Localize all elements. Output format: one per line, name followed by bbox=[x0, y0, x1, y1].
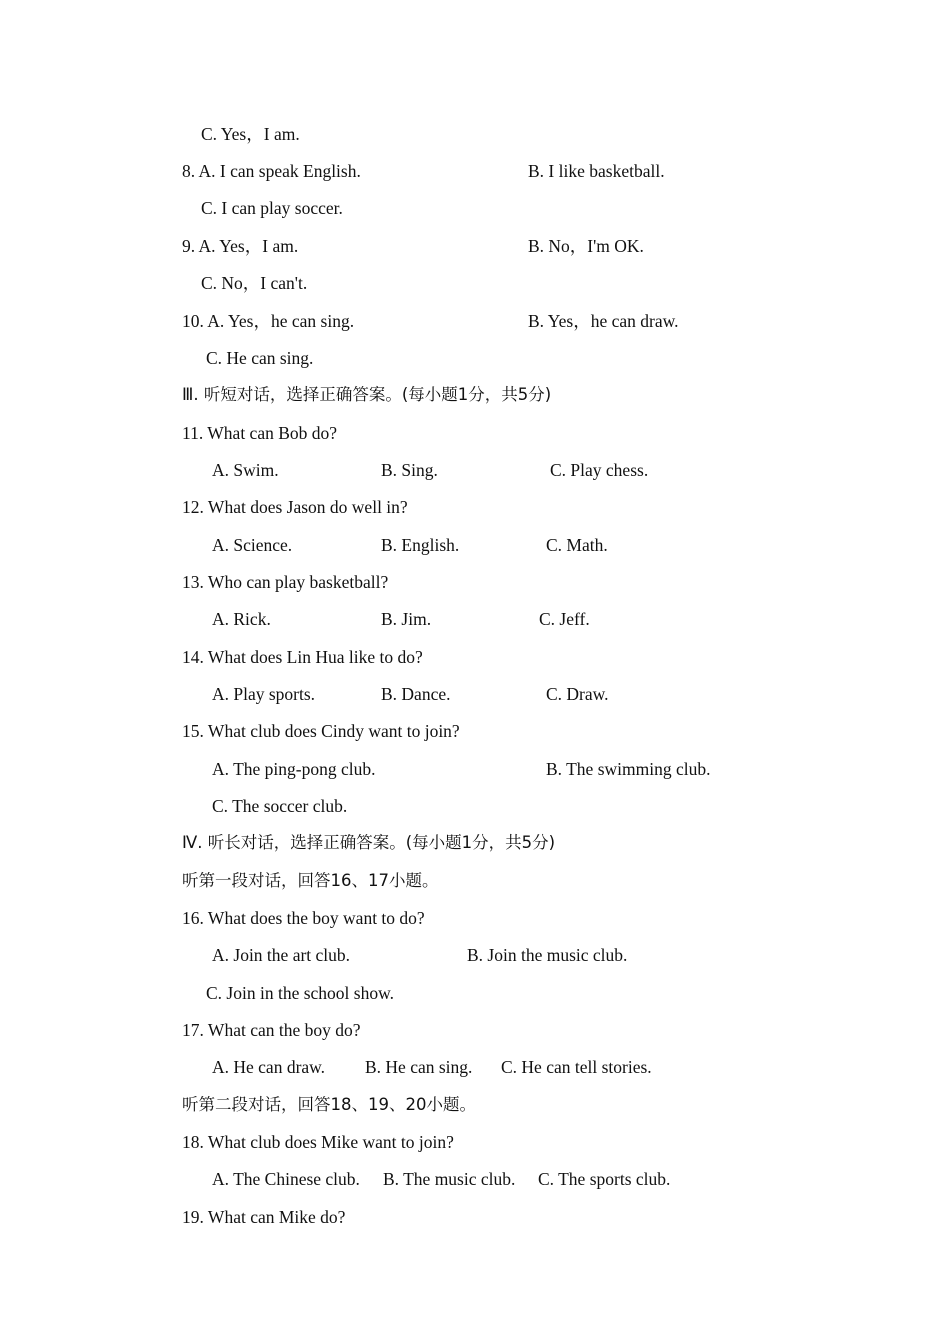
q16-option-b: B. Join the music club. bbox=[467, 945, 628, 965]
q19-question: 19. What can Mike do? bbox=[182, 1207, 346, 1227]
q12-option-c: C. Math. bbox=[546, 535, 608, 555]
q7-option-c: C. Yes，I am. bbox=[201, 124, 300, 144]
q8-option-c: C. I can play soccer. bbox=[201, 198, 343, 218]
q14-option-c: C. Draw. bbox=[546, 684, 609, 704]
q13-option-a: A. Rick. bbox=[212, 609, 271, 629]
q18-option-b: B. The music club. bbox=[383, 1169, 516, 1189]
q13-option-b: B. Jim. bbox=[381, 609, 432, 629]
q14-option-b: B. Dance. bbox=[381, 684, 451, 704]
q15-option-c: C. The soccer club. bbox=[212, 796, 348, 816]
q16-question: 16. What does the boy want to do? bbox=[182, 908, 425, 928]
section-4-part-1-instruction: 听第一段对话，回答16、17小题。 bbox=[182, 871, 439, 890]
q16-option-a: A. Join the art club. bbox=[212, 945, 351, 965]
q11-question: 11. What can Bob do? bbox=[182, 423, 338, 443]
section-3-heading: Ⅲ. 听短对话，选择正确答案。(每小题1分，共5分) bbox=[182, 385, 552, 404]
q17-option-a: A. He can draw. bbox=[212, 1057, 326, 1077]
q12-question: 12. What does Jason do well in? bbox=[182, 497, 408, 517]
q11-option-a: A. Swim. bbox=[212, 460, 279, 480]
q8-option-a: 8. A. I can speak English. bbox=[182, 161, 361, 181]
q12-option-b: B. English. bbox=[381, 535, 460, 555]
q17-option-b: B. He can sing. bbox=[365, 1057, 473, 1077]
q9-option-c: C. No，I can't. bbox=[201, 273, 308, 293]
q11-option-c: C. Play chess. bbox=[550, 460, 649, 480]
q9-option-b: B. No，I'm OK. bbox=[528, 236, 644, 256]
q18-question: 18. What club does Mike want to join? bbox=[182, 1132, 454, 1152]
q14-question: 14. What does Lin Hua like to do? bbox=[182, 647, 423, 667]
q13-option-c: C. Jeff. bbox=[539, 609, 590, 629]
section-4-heading: Ⅳ. 听长对话，选择正确答案。(每小题1分，共5分) bbox=[182, 833, 556, 852]
q15-question: 15. What club does Cindy want to join? bbox=[182, 721, 460, 741]
q10-option-c: C. He can sing. bbox=[206, 348, 314, 368]
q15-option-a: A. The ping-pong club. bbox=[212, 759, 376, 779]
q10-option-b: B. Yes，he can draw. bbox=[528, 311, 679, 331]
q18-option-a: A. The Chinese club. bbox=[212, 1169, 360, 1189]
section-4-part-2-instruction: 听第二段对话，回答18、19、20小题。 bbox=[182, 1095, 476, 1114]
q11-option-b: B. Sing. bbox=[381, 460, 438, 480]
q14-option-a: A. Play sports. bbox=[212, 684, 316, 704]
q8-option-b: B. I like basketball. bbox=[528, 161, 665, 181]
q18-option-c: C. The sports club. bbox=[538, 1169, 671, 1189]
q17-option-c: C. He can tell stories. bbox=[501, 1057, 652, 1077]
q16-option-c: C. Join in the school show. bbox=[206, 983, 394, 1003]
q13-question: 13. Who can play basketball? bbox=[182, 572, 389, 592]
q10-option-a: 10. A. Yes，he can sing. bbox=[182, 311, 355, 331]
q12-option-a: A. Science. bbox=[212, 535, 293, 555]
q9-option-a: 9. A. Yes，I am. bbox=[182, 236, 299, 256]
q17-question: 17. What can the boy do? bbox=[182, 1020, 361, 1040]
q15-option-b: B. The swimming club. bbox=[546, 759, 711, 779]
